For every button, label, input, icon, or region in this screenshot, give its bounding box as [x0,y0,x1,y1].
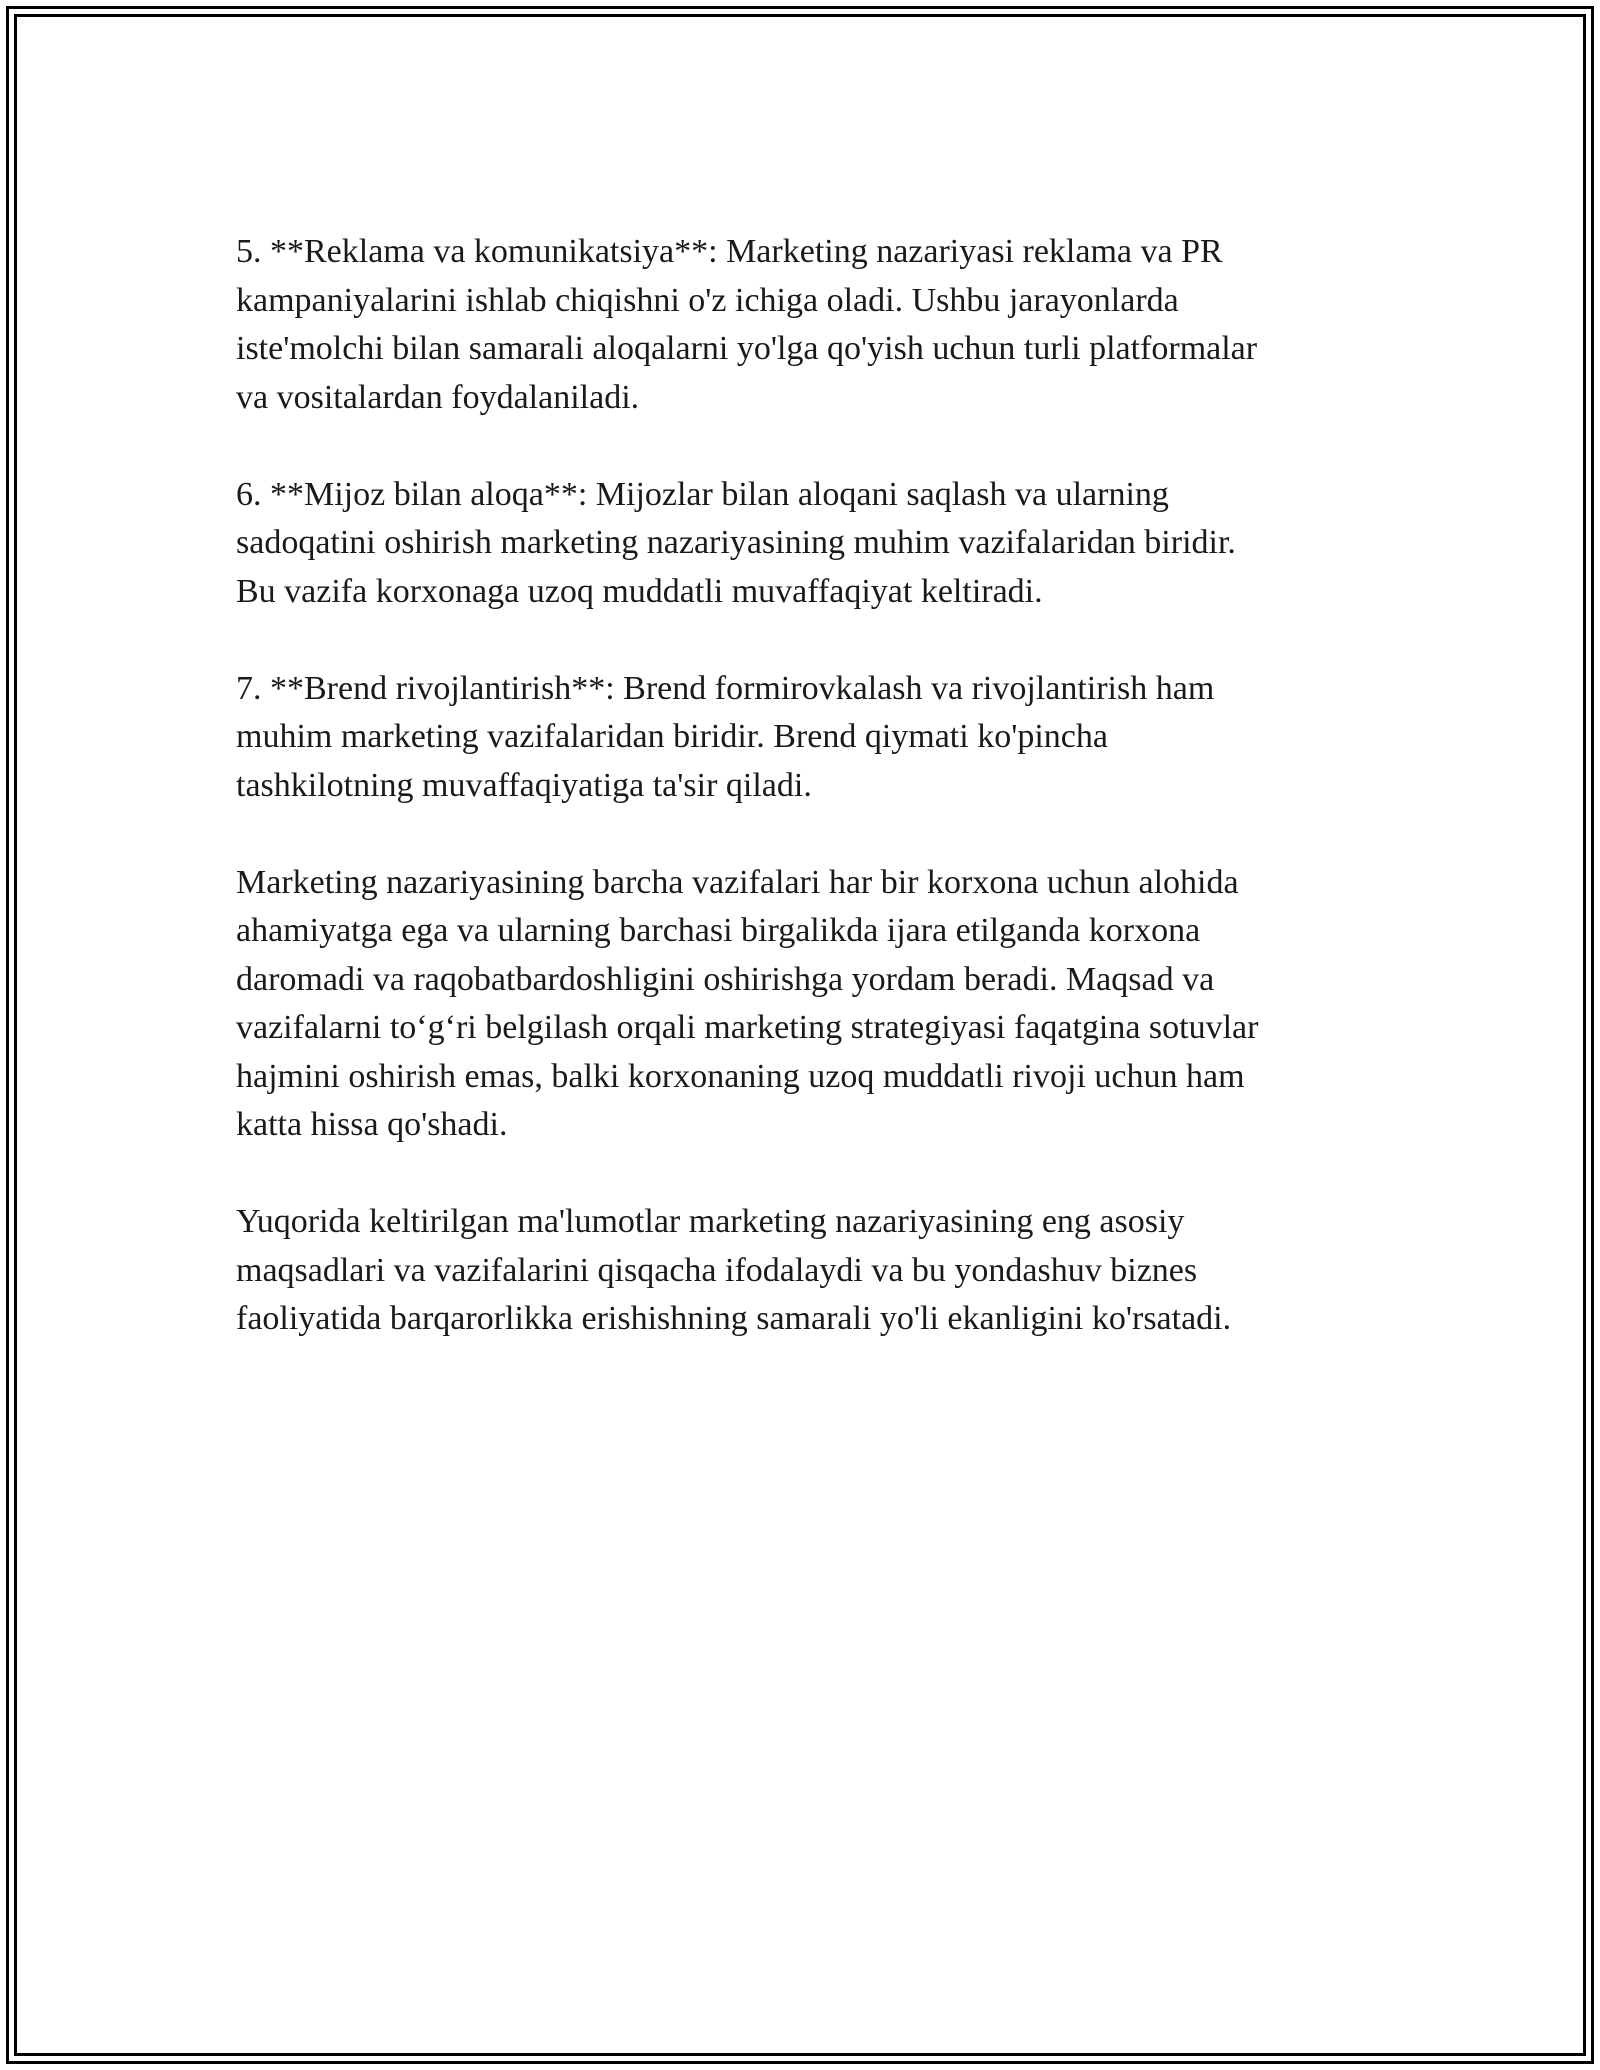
text-line: ahamiyatga ega va ularning barchasi birgalikda ijara etilganda korxona [236,912,1201,949]
text-line: Yuqorida keltirilgan ma'lumotlar marketing nazariyasining eng asosiy [236,1203,1185,1240]
text-line: va vositalardan foydalaniladi. [236,378,640,416]
text-line: faoliyatida barqarorlikka erishishning samarali yo'li ekanligini ko'rsatadi. [236,1300,1232,1337]
text-line: hajmini oshirish emas, balki korxonaning uzoq muddatli rivoji uchun ham [236,1057,1245,1095]
paragraph-reklama-komunikatsiya [236,228,1366,422]
paragraph-brend-rivojlantirish [236,665,1366,811]
text-line: muhim marketing vazifalaridan biridir. Brend qiymati ko'pincha [236,718,1108,755]
paragraph-mijoz-aloqa [236,471,1366,617]
text-line: tashkilotning muvaffaqiyatiga ta'sir qiladi. [236,766,812,804]
text-line: 6. **Mijoz bilan aloqa**: Mijozlar bilan aloqani saqlash va ularning [236,475,1169,513]
text-line: sadoqatini oshirish marketing nazariyasining muhim vazifalaridan biridir. [236,524,1236,561]
text-line: Marketing nazariyasining barcha vazifalari har bir korxona uchun alohida [236,863,1239,901]
paragraph-summary [236,859,1366,1150]
text-line: maqsadlari va vazifalarini qisqacha ifodalaydi va bu yondashuv biznes [236,1251,1198,1289]
paragraph-conclusion [236,1198,1366,1344]
text-line: katta hissa qo'shadi. [236,1106,508,1143]
text-line: vazifalarni to‘g‘ri belgilash orqali marketing strategiyasi faqatgina sotuvlar [236,1009,1259,1046]
text-line: 5. **Reklama va komunikatsiya**: Marketing nazariyasi reklama va PR [236,233,1223,270]
text-line: daromadi va raqobatbardoshligini oshirishga yordam beradi. Maqsad va [236,960,1215,998]
text-line: kampaniyalarini ishlab chiqishni o'z ichiga oladi. Ushbu jarayonlarda [236,281,1179,319]
text-line: iste'molchi bilan samarali aloqalarni yo'lga qo'yish uchun turli platformalar [236,330,1258,367]
text-line: Bu vazifa korxonaga uzoq muddatli muvaffaqiyat keltiradi. [236,572,1043,610]
document-body [236,228,1366,1392]
text-line: 7. **Brend rivojlantirish**: Brend formirovkalash va rivojlantirish ham [236,669,1215,707]
